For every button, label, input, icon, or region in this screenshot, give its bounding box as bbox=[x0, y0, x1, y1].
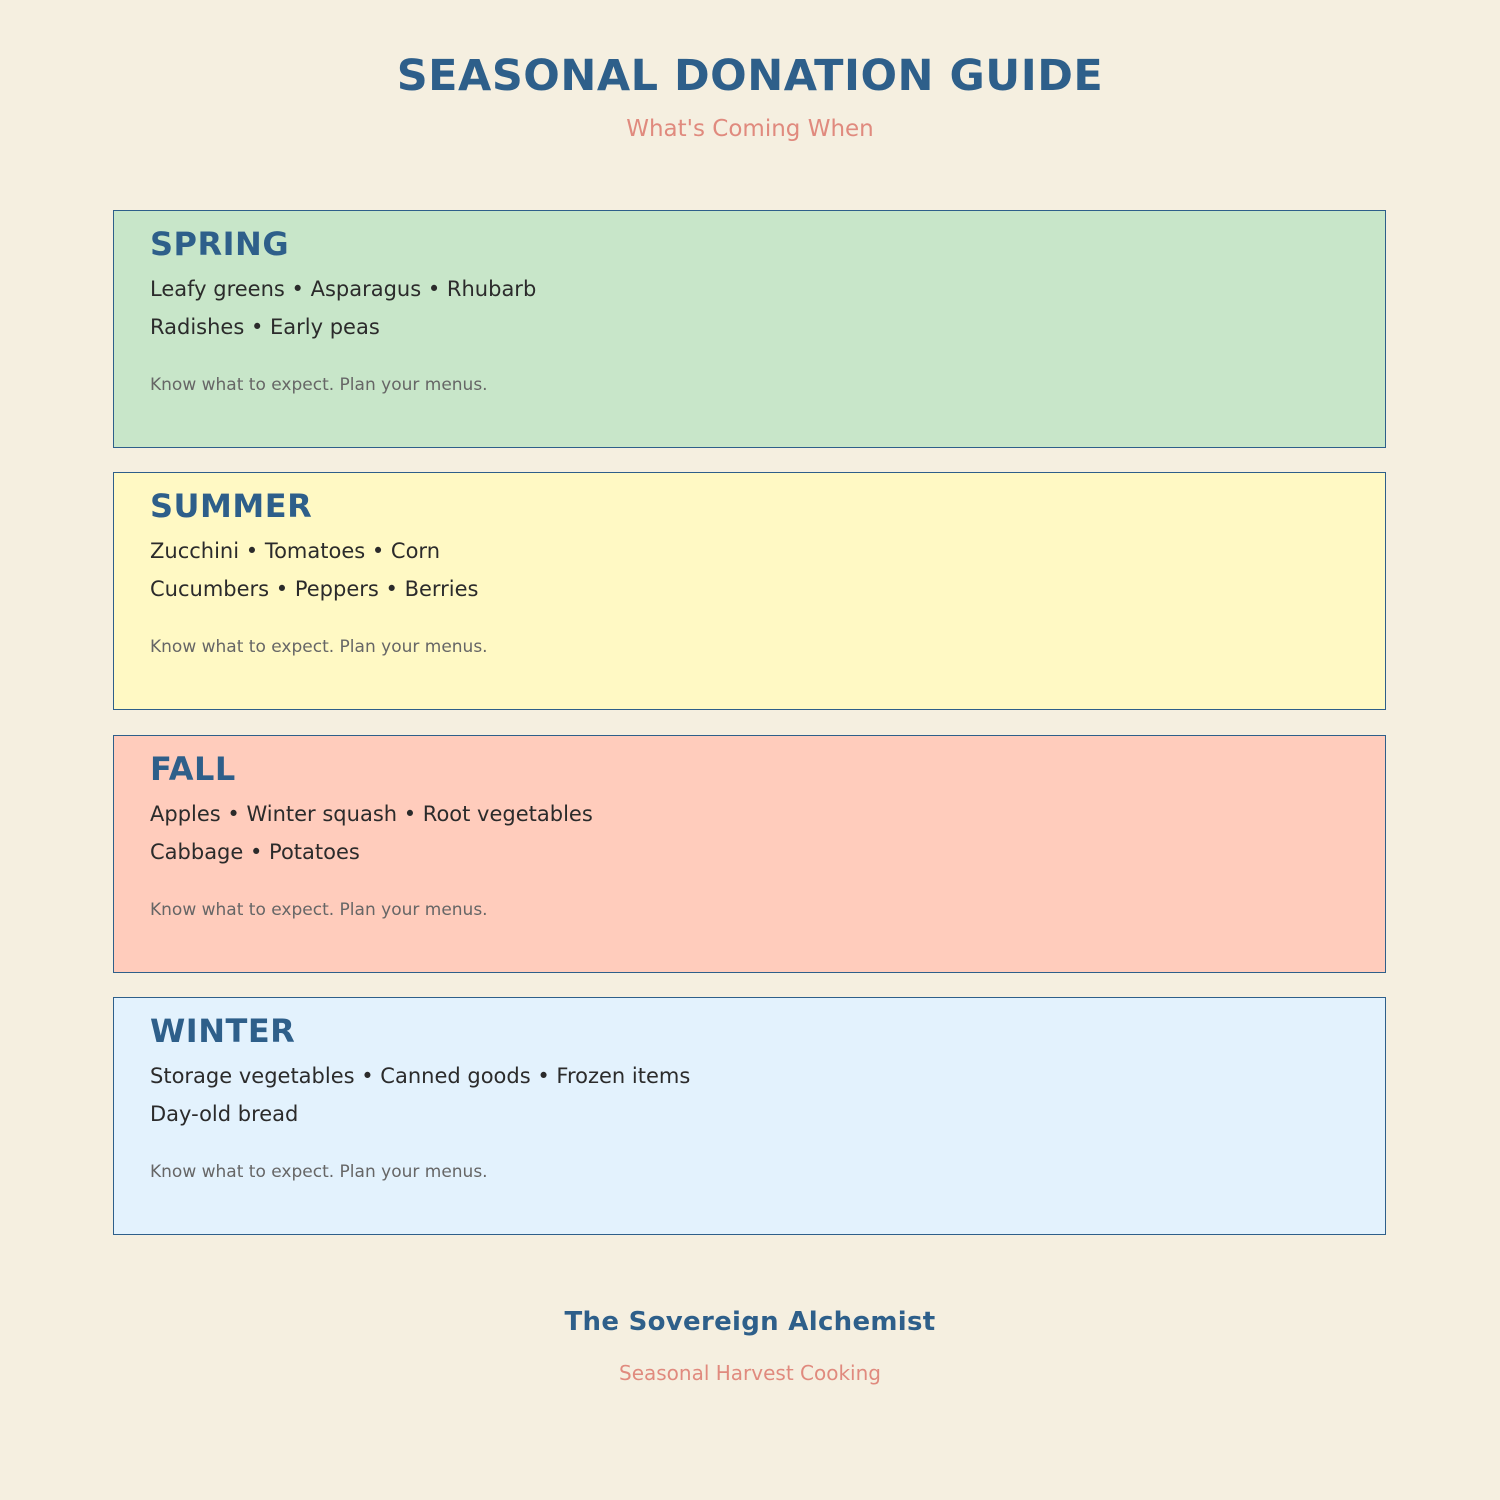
page-title: SEASONAL DONATION GUIDE bbox=[396, 51, 1104, 101]
season-items-line-2: Day-old bread bbox=[150, 1102, 299, 1126]
season-card-winter bbox=[113, 997, 1386, 1235]
season-items-line-1: Storage vegetables • Canned goods • Frozen items bbox=[150, 1064, 691, 1088]
season-note: Know what to expect. Plan your menus. bbox=[150, 900, 488, 920]
season-name: SPRING bbox=[150, 225, 290, 263]
season-card-spring bbox=[113, 210, 1386, 448]
season-note: Know what to expect. Plan your menus. bbox=[150, 637, 488, 657]
season-note: Know what to expect. Plan your menus. bbox=[150, 1162, 488, 1182]
season-items-line-1: Zucchini • Tomatoes • Corn bbox=[150, 539, 441, 563]
season-name: FALL bbox=[150, 750, 236, 788]
season-items-line-1: Apples • Winter squash • Root vegetables bbox=[150, 802, 593, 826]
season-name: SUMMER bbox=[150, 487, 313, 525]
season-name: WINTER bbox=[150, 1012, 296, 1050]
season-items-line-2: Cucumbers • Peppers • Berries bbox=[150, 577, 479, 601]
season-card-fall bbox=[113, 735, 1386, 973]
page-subtitle: What's Coming When bbox=[626, 116, 874, 142]
season-card-summer bbox=[113, 472, 1386, 710]
season-items-line-2: Cabbage • Potatoes bbox=[150, 840, 360, 864]
season-items-line-2: Radishes • Early peas bbox=[150, 315, 380, 339]
footer-tagline: Seasonal Harvest Cooking bbox=[619, 1361, 881, 1385]
season-note: Know what to expect. Plan your menus. bbox=[150, 375, 488, 395]
footer-brand: The Sovereign Alchemist bbox=[564, 1307, 936, 1337]
season-items-line-1: Leafy greens • Asparagus • Rhubarb bbox=[150, 277, 537, 301]
